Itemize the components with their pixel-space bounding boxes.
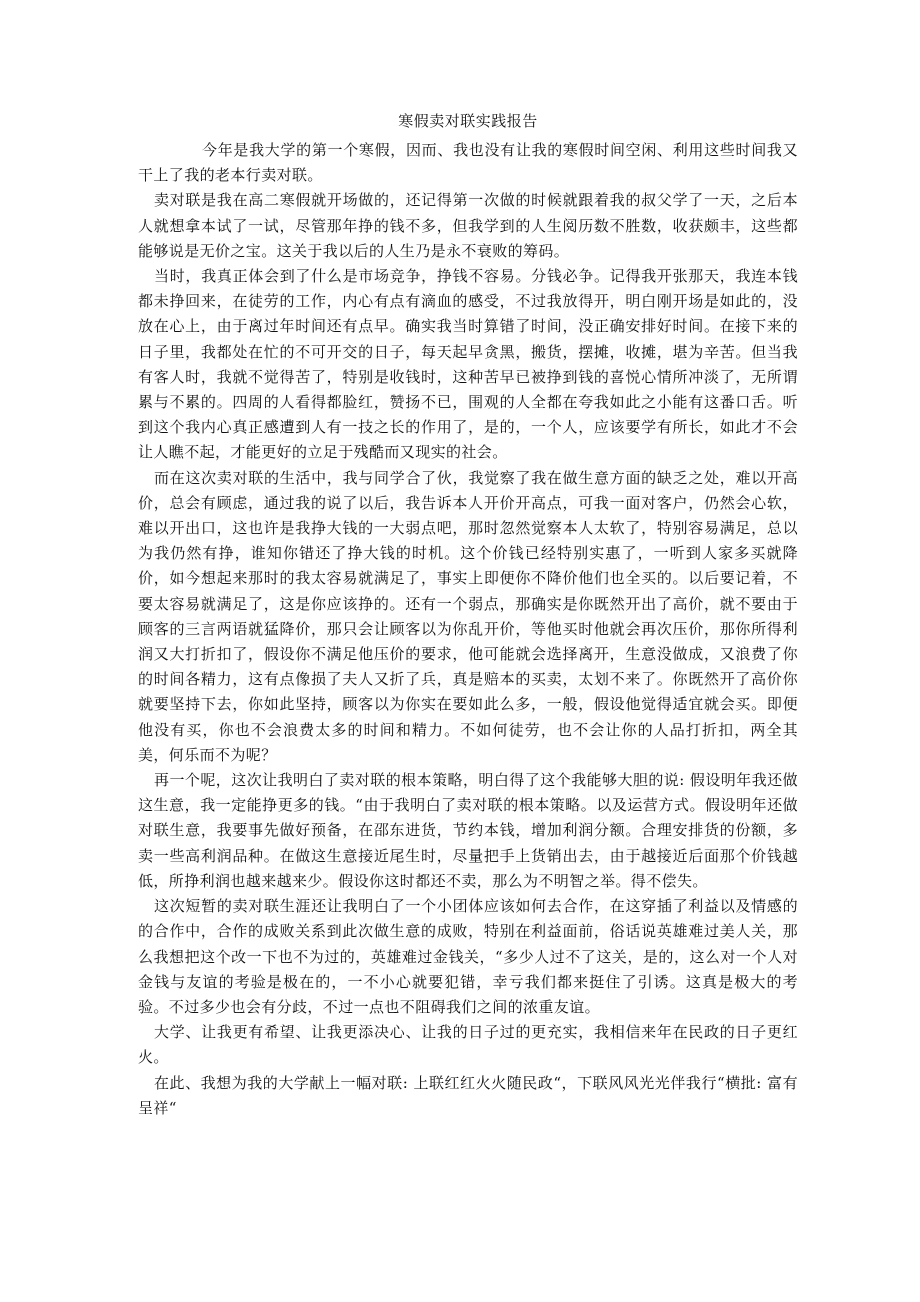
paragraph-market-competition: 当时，我真正体会到了什么是市场竞争，挣钱不容易。分钱必争。记得我开张那天，我连本钱都未挣回来，在徒劳的工作，内心有点有滴血的感受，不过我放得开，明白刚开场是如此的，没放在心上，由于离过年时间还有点早。确实我当时算错了时间，没正确安排好时间。在接下来的日子里，我都处在忙的不可开交的日子，每天起早贪黑，搬货，摆摊，收摊，堪为辛苦。但当我有客人时，我就不觉得苦了，特别是收钱时，这种苦早已被挣到钱的喜悦心情所冲淡了，无所谓累与不累的。四周的人看得都脸红，赞扬不已，围观的人全都在夸我如此之小能有这番口舌。听到这个我内心真正感遭到人有一技之长的作用了，是的，一个人，应该要学有所长，如此才不会让人瞧不起，才能更好的立足于残酷而又现实的社会。 — [138, 267, 798, 462]
paragraph-teamwork: 这次短暂的卖对联生涯还让我明白了一个小团体应该如何去合作，在这穿插了利益以及情感的的合作中，合作的成败关系到此次做生意的成败，特别在利益面前，俗话说英雄难过美人关，那么我想把这个改一下也不为过的，英雄难过金钱关，“多少人过不了这关，是的，这么对一个人对金钱与友谊的考验是极在的，一不小心就要犯错，幸亏我们都来挺住了引诱。这真是极大的考验。不过多少也会有分歧，不过一点也不阻碍我们之间的浓重友谊。 — [138, 897, 798, 1016]
paragraph-weaknesses: 而在这次卖对联的生活中，我与同学合了伙，我觉察了我在做生意方面的缺乏之处，难以开高价，总会有顾虑，通过我的说了以后，我告诉本人开价开高点，可我一面对客户，仍然会心软，难以开出口，这也许是我挣大钱的一大弱点吧，那时忽然觉察本人太软了，特别容易满足，总以为我仍然有挣，谁知你错还了挣大钱的时机。这个价钱已经特别实惠了，一听到人家多买就降价，如今想起来那时的我太容易就满足了，事实上即便你不降价他们也全买的。以后要记着，不要太容易就满足了，这是你应该挣的。还有一个弱点，那确实是你既然开出了高价，就不要由于顾客的三言两语就猛降价，那只会让顾客以为你乱开价，等他买时他就会再次压价，那你所得利润又大打折扣了，假设你不满足他压价的要求，他可能就会选择离开，生意没做成，又浪费了你的时间各精力，这有点像损了夫人又折了兵，真是赔本的买卖，太划不来了。你既然开了高价你就要坚持下去，你如此坚持，顾客以为你实在要如此么多，一般，假设他觉得适宜就会买。即便他没有买，你也不会浪费太多的时间和精力。不如何徒劳，也不会让你的人品打折扣，两全其美，何乐而不为呢？ — [138, 468, 798, 764]
paragraph-intro: 今年是我大学的第一个寒假，因而、我也没有让我的寒假时间空闲、利用这些时间我又干上了我的老本行卖对联。 — [138, 141, 798, 185]
paragraph-couplet: 在此、我想为我的大学献上一幅对联: 上联红红火火随民政“，下联风风光光伴我行“横批: 富有呈祥“ — [138, 1073, 798, 1117]
paragraph-background: 卖对联是我在高二寒假就开场做的，还记得第一次做的时候就跟着我的叔父学了一天，之后本人就想拿本试了一试，尽管那年挣的钱不多，但我学到的人生阅历数不胜数，收获颇丰，这些都能够说是无价之宝。这关于我以后的人生乃是永不衰败的筹码。 — [138, 191, 798, 260]
paragraph-hope: 大学、让我更有希望、让我更添决心、让我的日子过的更充实，我相信来年在民政的日子更红火。 — [138, 1023, 798, 1067]
document-body — [138, 108, 798, 1121]
paragraph-strategy: 再一个呢，这次让我明白了卖对联的根本策略，明白得了这个我能够大胆的说: 假设明年我还做这生意，我一定能挣更多的钱。“由于我明白了卖对联的根本策略。以及运营方式。假设明年还做对联生意，我要事先做好预备，在邵东进货，节约本钱，增加利润分额。合理安排货的份额，多卖一些高利润品种。在做这生意接近尾生时，尽量把手上货销出去，由于越接近后面那个价钱越低，所挣利润也越来越来少。假设你这时都还不卖，那么为不明智之举。得不偿失。 — [138, 771, 798, 890]
document-title: 寒假卖对联实践报告 — [398, 112, 538, 130]
